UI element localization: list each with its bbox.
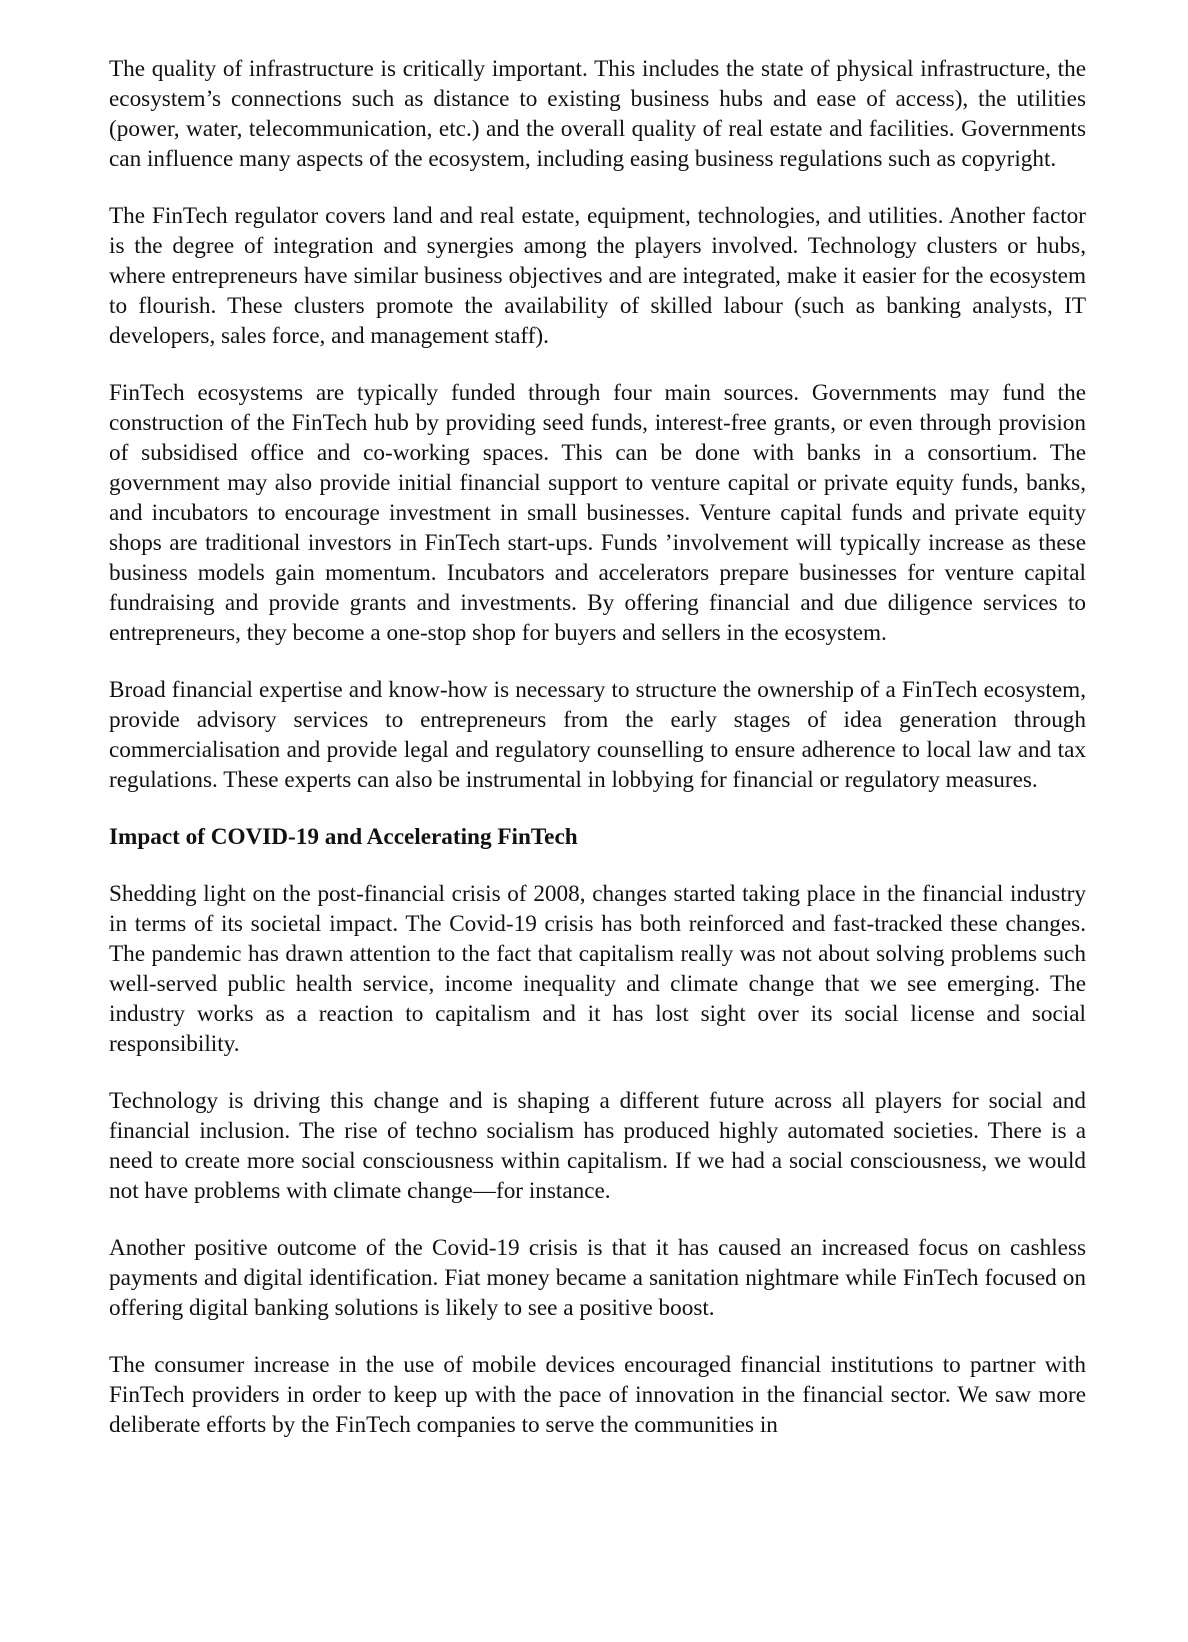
paragraph-financial-expertise: Broad financial expertise and know-how is necessary to structure the ownership of a FinTech ecosystem, provide advisory services to entrepreneurs from the early stages of idea generation through commercialisation and provide legal and regulatory counselling to ensure adherence to local law and tax regulations. These experts can also be instrumental in lobbying for financial or regulatory measures. <box>109 677 1086 793</box>
paragraph-funding-sources: FinTech ecosystems are typically funded through four main sources. Governments may fund the construction of the FinTech hub by providing seed funds, interest-free grants, or even through provision of subsidised office and co-working spaces. This can be done with banks in a consortium. The government may also provide initial financial support to venture capital or private equity funds, banks, and incubators to encourage investment in small businesses. Venture capital funds and private equity shops are traditional investors in FinTech start-ups. Funds ’involvement will typically increase as these business models gain momentum. Incubators and accelerators prepare businesses for venture capital fundraising and provide grants and investments. By offering financial and due diligence services to entrepreneurs, they become a one-stop shop for buyers and sellers in the ecosystem. <box>109 380 1086 646</box>
document-page <box>109 54 1086 1440</box>
section-heading: Impact of COVID-19 and Accelerating FinTech <box>109 824 578 850</box>
paragraph-mobile-devices: The consumer increase in the use of mobile devices encouraged financial institutions to partner with FinTech providers in order to keep up with the pace of innovation in the financial sector. We saw more deliberate efforts by the FinTech companies to serve the communities in <box>109 1352 1086 1438</box>
paragraph-cashless-payments: Another positive outcome of the Covid-19 crisis is that it has caused an increased focus on cashless payments and digital identification. Fiat money became a sanitation nightmare while FinTech focused on offering digital banking solutions is likely to see a positive boost. <box>109 1235 1086 1321</box>
paragraph-regulator: The FinTech regulator covers land and real estate, equipment, technologies, and utilities. Another factor is the degree of integration and synergies among the players involved. Technology clusters or hubs, where entrepreneurs have similar business objectives and are integrated, make it easier for the ecosystem to flourish. These clusters promote the availability of skilled labour (such as banking analysts, IT developers, sales force, and management staff). <box>109 203 1086 349</box>
paragraph-infrastructure: The quality of infrastructure is critically important. This includes the state of physical infrastructure, the ecosystem’s connections such as distance to existing business hubs and ease of access), the utilities (power, water, telecommunication, etc.) and the overall quality of real estate and facilities. Governments can influence many aspects of the ecosystem, including easing business regulations such as copyright. <box>109 56 1086 172</box>
paragraph-technology-change: Technology is driving this change and is shaping a different future across all players for social and financial inclusion. The rise of techno socialism has produced highly automated societies. There is a need to create more social consciousness within capitalism. If we had a social consciousness, we would not have problems with climate change—for instance. <box>109 1088 1086 1204</box>
paragraph-post-crisis: Shedding light on the post-financial crisis of 2008, changes started taking place in the financial industry in terms of its societal impact. The Covid-19 crisis has both reinforced and fast-tracked these changes. The pandemic has drawn attention to the fact that capitalism really was not about solving problems such well-served public health service, income inequality and climate change that we see emerging. The industry works as a reaction to capitalism and it has lost sight over its social license and social responsibility. <box>109 881 1086 1057</box>
